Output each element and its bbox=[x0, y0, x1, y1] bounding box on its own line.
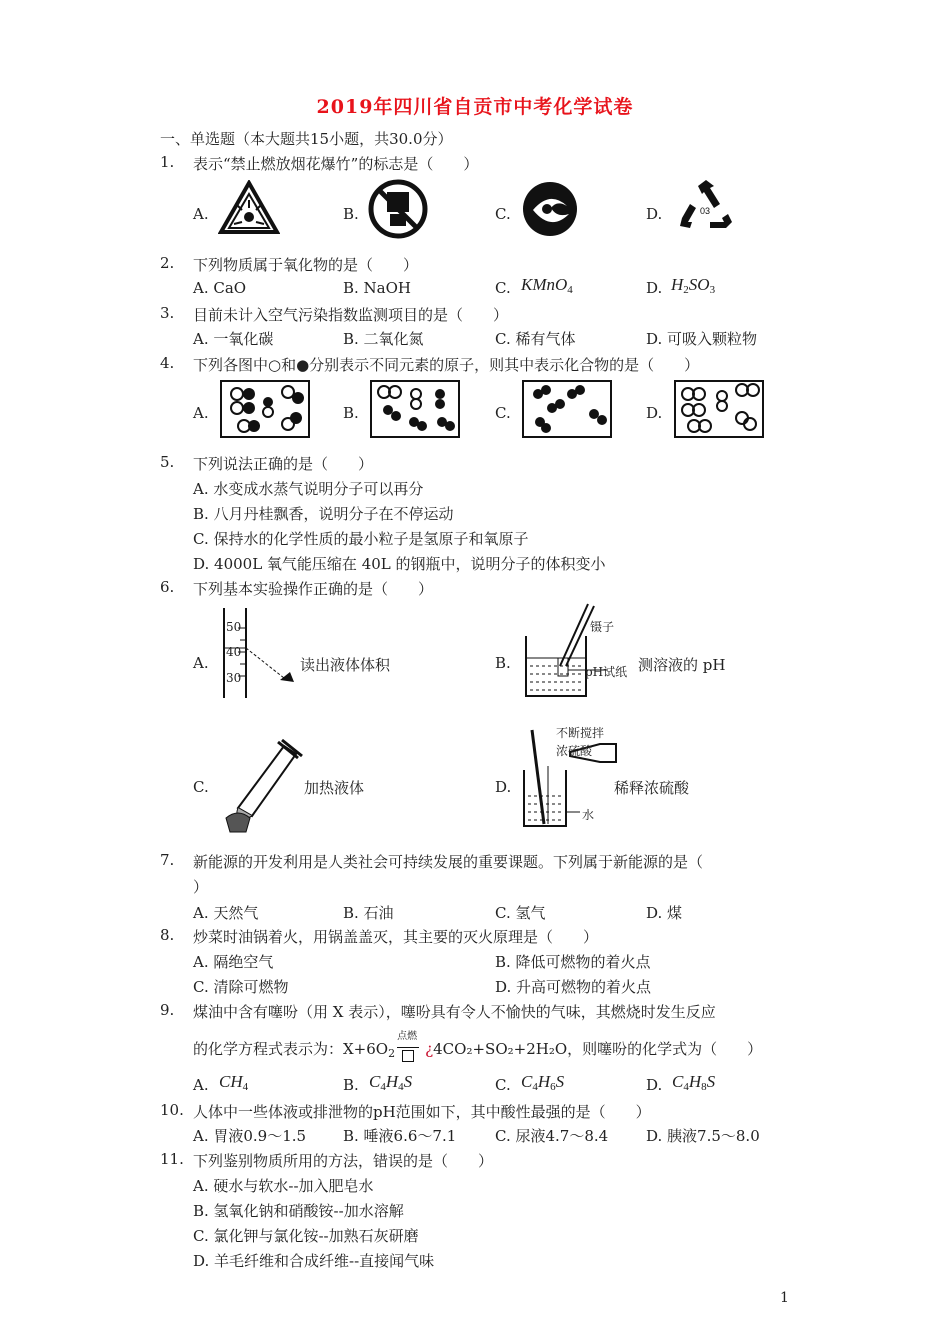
option-b: B. 氢氧化钠和硝酸铵--加水溶解 bbox=[193, 1202, 404, 1220]
option-d: D. 4000L 氧气能压缩在 40L 的钢瓶中，说明分子的体积变小 bbox=[193, 555, 606, 573]
option-a: A. 天然气 bbox=[193, 904, 259, 922]
no-fireworks-sign-icon bbox=[367, 178, 429, 240]
ph-test-figure bbox=[520, 600, 615, 700]
tick-label: 30 bbox=[226, 671, 242, 685]
option-label: D. bbox=[646, 205, 663, 223]
tick-label: 50 bbox=[226, 620, 242, 634]
option-c: C. 清除可燃物 bbox=[193, 978, 289, 996]
option-a: A. CaO bbox=[193, 279, 247, 297]
question-text: 炒菜时油锅着火，用锅盖盖灭，其主要的灭火原理是（ ） bbox=[193, 928, 599, 946]
question-number: 6. bbox=[160, 578, 175, 596]
option-c: C. 保持水的化学性质的最小粒子是氢原子和氧原子 bbox=[193, 530, 529, 548]
heating-liquid-figure bbox=[218, 738, 304, 834]
caption-b: 测溶液的 pH bbox=[638, 656, 726, 674]
option-b: B. NaOH bbox=[343, 279, 412, 297]
equation-line: 的化学方程式表示为：$X+6O_2$ 点燃 ¿4CO₂+SO₂+2H₂O，则噻吩的化学式为（ ） bbox=[193, 1038, 762, 1060]
option-label: D. bbox=[646, 404, 663, 422]
option-label: D. bbox=[495, 778, 512, 796]
option-b: B. 八月丹桂飘香，说明分子在不停运动 bbox=[193, 505, 454, 523]
option-c: C. 稀有气体 bbox=[495, 330, 576, 348]
question-text: 下列说法正确的是（ ） bbox=[193, 455, 374, 473]
molecule-box-a bbox=[220, 380, 310, 438]
question-text: 表示“禁止燃放烟花爆竹”的标志是（ ） bbox=[193, 155, 479, 173]
option-d: D. 煤 bbox=[646, 904, 683, 922]
question-text: 下列鉴别物质所用的方法，错误的是（ ） bbox=[193, 1152, 494, 1170]
formula-d: $C_4H_8S$ bbox=[672, 1072, 716, 1093]
option-b: B. 石油 bbox=[343, 904, 394, 922]
recycling-sign-icon bbox=[676, 178, 736, 234]
question-number: 10. bbox=[160, 1101, 184, 1119]
option-label: A. bbox=[193, 654, 209, 672]
option-a: A. 隔绝空气 bbox=[193, 953, 274, 971]
option-label: D. bbox=[646, 1076, 663, 1094]
molecule-box-d bbox=[674, 380, 764, 438]
option-label: A. bbox=[193, 1076, 209, 1094]
option-a: A. 水变成水蒸气说明分子可以再分 bbox=[193, 480, 424, 498]
option-d: D. 羊毛纤维和合成纤维--直接闻气味 bbox=[193, 1252, 435, 1270]
label-acid: 浓硫酸 bbox=[556, 744, 593, 758]
question-number: 7. bbox=[160, 851, 175, 869]
option-label: B. bbox=[495, 654, 511, 672]
caption-a: 读出液体体积 bbox=[300, 656, 391, 674]
question-text: 人体中一些体液或排泄物的pH范围如下，其中酸性最强的是（ ） bbox=[193, 1103, 651, 1121]
option-label: B. bbox=[343, 404, 359, 422]
option-d: D. bbox=[646, 279, 663, 297]
option-label: A. bbox=[193, 205, 209, 223]
molecule-box-c bbox=[522, 380, 612, 438]
option-b: B. 唾液6.6～7.1 bbox=[343, 1127, 457, 1145]
question-text: 新能源的开发利用是人类社会可持续发展的重要课题。下列属于新能源的是（ bbox=[193, 853, 704, 871]
formula-c: $C_4H_6S$ bbox=[521, 1072, 565, 1093]
option-a: A. 胃液0.9～1.5 bbox=[193, 1127, 307, 1145]
label-stir: 不断搅拌 bbox=[556, 726, 605, 740]
option-c: C. 氢气 bbox=[495, 904, 546, 922]
option-d: D. 胰液7.5～8.0 bbox=[646, 1127, 760, 1145]
formula-b: $C_4H_4S$ bbox=[369, 1072, 413, 1093]
question-number: 9. bbox=[160, 1001, 175, 1019]
question-number: 8. bbox=[160, 926, 175, 944]
energy-saving-sign-icon bbox=[521, 180, 579, 238]
option-c: C. 氯化钾与氯化铵--加熟石灰研磨 bbox=[193, 1227, 419, 1245]
question-text: 目前未计入空气污染指数监测项目的是（ ） bbox=[193, 306, 509, 324]
option-label: C. bbox=[495, 404, 511, 422]
label-water: 水 bbox=[582, 808, 595, 822]
label-ph-paper: pH试纸 bbox=[585, 665, 628, 679]
question-text-cont: ） bbox=[193, 878, 209, 896]
option-label: C. bbox=[193, 778, 209, 796]
option-label: C. bbox=[495, 205, 511, 223]
option-b: B. 二氧化氮 bbox=[343, 330, 424, 348]
page-title: 2019年四川省自贡市中考化学试卷 bbox=[316, 96, 634, 118]
question-number: 5. bbox=[160, 453, 175, 471]
option-b: B. 降低可燃物的着火点 bbox=[495, 953, 651, 971]
option-label: B. bbox=[343, 205, 359, 223]
question-text: 下列基本实验操作正确的是（ ） bbox=[193, 580, 434, 598]
option-label: A. bbox=[193, 404, 209, 422]
question-number: 3. bbox=[160, 304, 175, 322]
page-number: 1 bbox=[780, 1290, 789, 1306]
question-text: 下列各图中○和●分别表示不同元素的原子，则其中表示化合物的是（ ） bbox=[193, 356, 700, 374]
question-number: 11. bbox=[160, 1150, 184, 1168]
question-text: 煤油中含有噻吩（用 X 表示），噻吩具有令人不愉快的气味，其燃烧时发生反应 bbox=[193, 1003, 716, 1021]
option-a: A. 一氧化碳 bbox=[193, 330, 274, 348]
option-d: D. 升高可燃物的着火点 bbox=[495, 978, 652, 996]
tick-label: 40 bbox=[226, 645, 242, 659]
formula-c: KMnO$_4$ bbox=[521, 275, 573, 296]
molecule-box-b bbox=[370, 380, 460, 438]
label-tweezers: 镊子 bbox=[590, 620, 615, 634]
option-a: A. 硬水与软水--加入肥皂水 bbox=[193, 1177, 374, 1195]
option-label: B. bbox=[343, 1076, 359, 1094]
reaction-condition: 点燃 bbox=[397, 1031, 418, 1042]
formula-d: $H_2SO_3$ bbox=[671, 275, 716, 296]
question-number: 4. bbox=[160, 354, 175, 372]
question-number: 1. bbox=[160, 153, 175, 171]
option-c: C. 尿液4.7～8.4 bbox=[495, 1127, 609, 1145]
recycle-code: 03 bbox=[700, 206, 711, 216]
render-glitch-mark: ¿ bbox=[425, 1040, 434, 1058]
section-heading: 一、单选题（本大题共15小题，共30.0分） bbox=[160, 130, 453, 148]
option-label: C. bbox=[495, 1076, 511, 1094]
question-text: 下列物质属于氧化物的是（ ） bbox=[193, 256, 419, 274]
caption-c: 加热液体 bbox=[304, 779, 365, 797]
option-d: D. 可吸入颗粒物 bbox=[646, 330, 758, 348]
caption-d: 稀释浓硫酸 bbox=[614, 779, 690, 797]
formula-a: $CH_4$ bbox=[219, 1072, 249, 1093]
question-number: 2. bbox=[160, 254, 175, 272]
explosive-warning-sign-icon bbox=[218, 180, 280, 236]
option-c: C. bbox=[495, 279, 511, 297]
